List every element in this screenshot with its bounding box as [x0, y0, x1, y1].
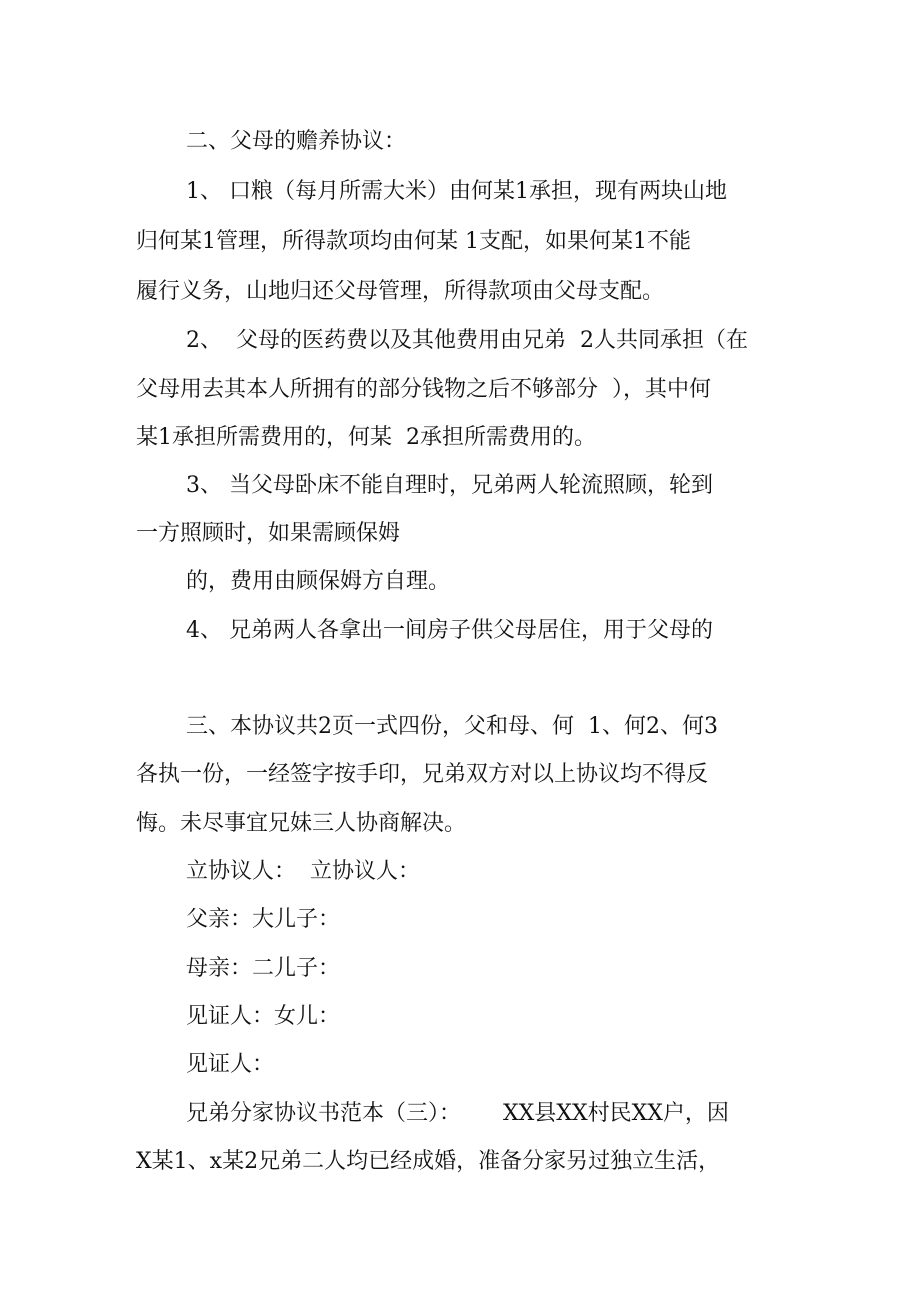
- clause-3-line-3: 的，费用由顾保姆方自理。: [186, 569, 451, 594]
- section-2-heading: 二、父母的赡养协议：: [186, 129, 407, 154]
- clause-2-line-1: 2、 父母的医药费以及其他费用由兄弟 2人共同承担（在: [186, 328, 748, 353]
- clause-1-line-3: 履行义务，山地归还父母管理，所得款项由父母支配。: [136, 279, 665, 304]
- section-3-line-3: 悔。未尽事宜兄妹三人协商解决。: [136, 811, 467, 836]
- template-3-intro-line-2: X某1、x某2兄弟二人均已经成婚，准备分家另过独立生活，: [136, 1149, 721, 1174]
- signatory-witness: 见证人：: [186, 1052, 275, 1077]
- section-3-line-1: 三、本协议共2页一式四份，父和母、何 1、何2、何3: [186, 714, 718, 739]
- signatories-heading: 立协议人： 立协议人：: [186, 859, 420, 884]
- clause-3-line-2: 一方照顾时，如果需顾保姆: [136, 521, 401, 546]
- clause-1-line-1: 1、 口粮（每月所需大米）由何某1承担，现有两块山地: [186, 179, 727, 204]
- clause-2-line-3: 某1承担所需费用的，何某 2承担所需费用的。: [136, 425, 596, 450]
- signatory-witness-daughter: 见证人：女儿：: [186, 1004, 341, 1029]
- clause-2-line-2: 父母用去其本人所拥有的部分钱物之后不够部分 ），其中何: [136, 377, 711, 402]
- section-3-line-2: 各执一份，一经签字按手印，兄弟双方对以上协议均不得反: [136, 762, 709, 787]
- template-3-intro-line-1: 兄弟分家协议书范本（三）： XX县XX村民XX户，因: [186, 1101, 729, 1126]
- clause-4-line-1: 4、 兄弟两人各拿出一间房子供父母居住，用于父母的: [186, 618, 713, 643]
- clause-1-line-2: 归何某1管理，所得款项均由何某 1支配，如果何某1不能: [136, 229, 691, 254]
- signatory-mother-son2: 母亲：二儿子：: [186, 956, 341, 981]
- clause-3-line-1: 3、 当父母卧床不能自理时，兄弟两人轮流照顾，轮到: [186, 473, 713, 498]
- signatory-father-son1: 父亲：大儿子：: [186, 907, 341, 932]
